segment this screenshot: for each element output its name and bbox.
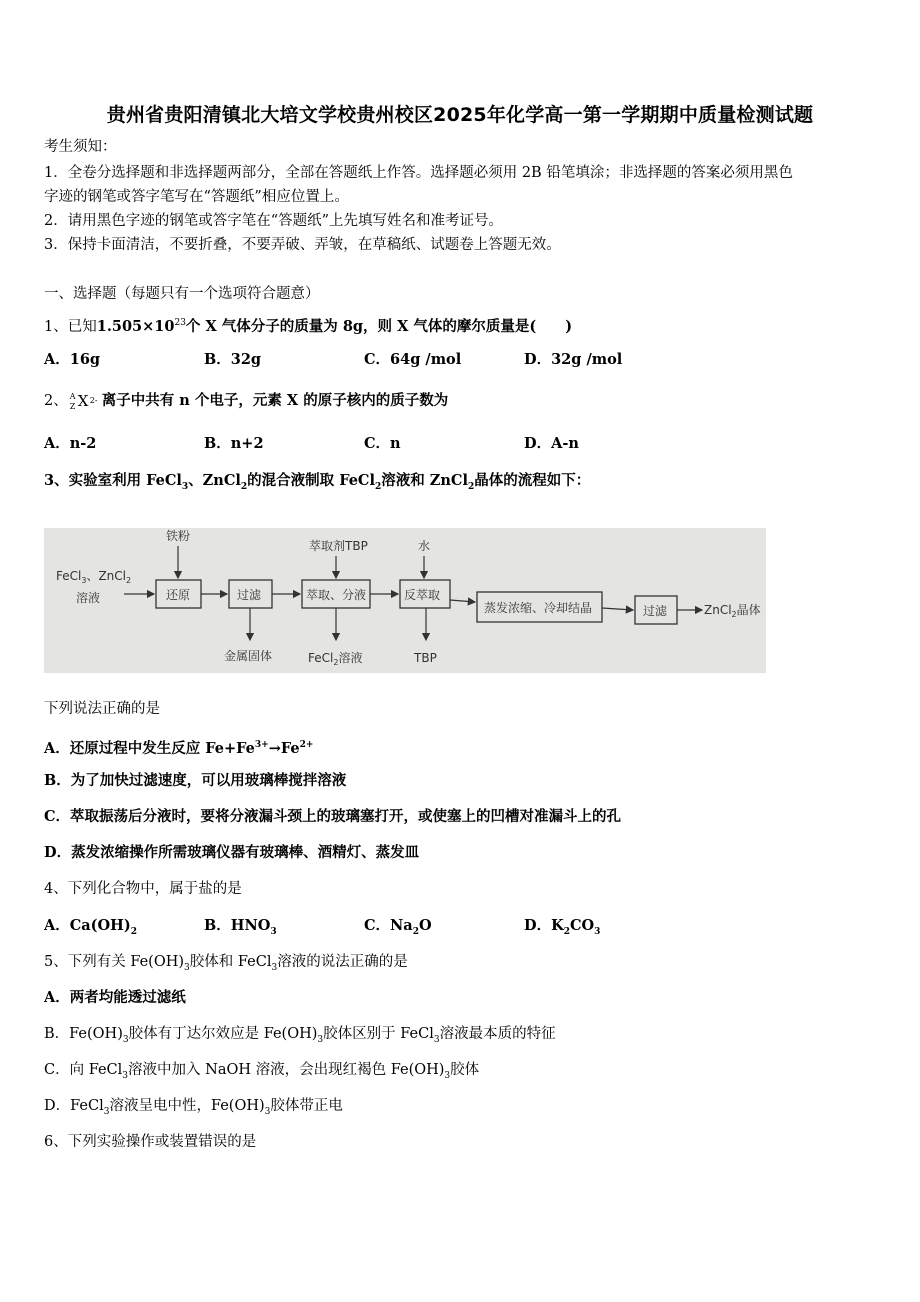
- reagent-water: 水: [418, 539, 431, 553]
- q2-option-a: A．n-2: [44, 435, 97, 452]
- q5-t1: 5、下列有关 Fe(OH): [44, 954, 185, 970]
- q4c-sub: 2: [412, 926, 419, 937]
- q2-option-c: C．n: [364, 435, 401, 452]
- q5b-3: 胶体区别于 FeCl: [323, 1026, 434, 1042]
- nuclide-symbol: [68, 391, 102, 411]
- q5b-1s: 3: [122, 1034, 129, 1045]
- q2-option-b: B．n+2: [204, 435, 264, 452]
- q4c: C．Na: [364, 917, 413, 934]
- question-1: [44, 313, 572, 337]
- reagent-iron-powder: 铁粉: [166, 529, 191, 543]
- notice-item-2: 2．请用黑色字迹的钢笔或答字笔在“答题纸”上先填写姓名和准考证号。: [44, 213, 504, 229]
- q1-prefix: 1、已知: [44, 318, 97, 335]
- q1-text: 个 X 气体分子的质量为 8g，则 X 气体的摩尔质量是( ): [185, 317, 573, 335]
- q3-prompt: 下列说法正确的是: [44, 701, 160, 717]
- final-product: [704, 602, 761, 619]
- q3-sub-2: 2: [240, 481, 248, 492]
- q3-text-e: 晶体的流程如下：: [474, 472, 591, 489]
- q3-option-d: D．蒸发浓缩操作所需玻璃仪器有玻璃棒、酒精灯、蒸发皿: [44, 844, 420, 861]
- q5b-3s: 3: [433, 1034, 440, 1045]
- q3a-sup-2: 2+: [299, 740, 314, 750]
- q3-sub-3: 2: [374, 481, 382, 492]
- q4d-tail: CO: [569, 917, 595, 934]
- step-back-extract: 反萃取: [404, 588, 441, 602]
- step-reduce: 还原: [166, 588, 191, 602]
- section-heading: 一、选择题（每题只有一个选项符合题意）: [44, 286, 320, 302]
- question-3: [44, 471, 590, 497]
- q5c-1s: 3: [122, 1070, 129, 1081]
- ion-charge: 2-: [89, 396, 98, 405]
- q3-text-a: 3、实验室利用 FeCl: [44, 472, 182, 489]
- final-sub: 2: [731, 610, 737, 619]
- q1-exponent: 23: [174, 318, 186, 328]
- final-tail: 晶体: [736, 603, 761, 617]
- q1-option-a: A．16g: [44, 351, 101, 368]
- start-sub-1: 3: [81, 576, 87, 585]
- question-5: [44, 952, 408, 978]
- q4b: B．HNO: [204, 917, 271, 934]
- q4d-sub: 2: [563, 926, 570, 937]
- q3-option-a: [44, 735, 313, 759]
- q5-option-d: [44, 1096, 343, 1122]
- output-metal-solid: 金属固体: [224, 649, 273, 663]
- notice-item-1: 1．全卷分选择题和非选择题两部分，全部在答题纸上作答。选择题必须用 2B 铅笔填涂；非选择题的答案必须用黑色: [44, 165, 793, 181]
- final-formula: ZnCl: [704, 603, 732, 617]
- q5-option-c: [44, 1060, 479, 1086]
- q3-text-b: 、ZnCl: [188, 472, 241, 489]
- output-tbp: TBP: [414, 651, 437, 665]
- q5-t3: 溶液的说法正确的是: [277, 954, 408, 970]
- q5d-1: D．FeCl: [44, 1098, 104, 1114]
- q3a-pre: A．还原过程中发生反应 Fe+Fe: [44, 739, 255, 757]
- q3-text-c: 的混合液制取 FeCl: [247, 472, 375, 489]
- step-extract: 萃取、分液: [306, 588, 367, 602]
- start-sub-2: 2: [125, 576, 132, 585]
- q5-t1s: 3: [184, 962, 190, 973]
- start-solution: [56, 569, 131, 585]
- q4d: D．K: [524, 917, 564, 934]
- q5c-2: 溶液中加入 NaOH 溶液，会出现红褐色 Fe(OH): [128, 1062, 445, 1078]
- q5c-1: C．向 FeCl: [44, 1062, 123, 1078]
- notice-item-1-cont: 字迹的钢笔或答字笔写在“答题纸”相应位置上。: [44, 189, 349, 205]
- process-flow-diagram: [44, 528, 766, 673]
- q5d-2: 溶液呈电中性，Fe(OH): [109, 1098, 265, 1114]
- question-2: [44, 391, 448, 411]
- page-title: 贵州省贵阳清镇北大培文学校贵州校区2025年化学高一第一学期期中质量检测试题: [106, 104, 814, 126]
- start-zncl: 、ZnCl: [86, 569, 126, 583]
- q4a: A．Ca(OH): [44, 917, 131, 934]
- q3-option-c: C．萃取振荡后分液时，要将分液漏斗颈上的玻璃塞打开，或使塞上的凹槽对准漏斗上的孔: [44, 808, 622, 825]
- start-fecl: FeCl: [56, 569, 82, 583]
- q5d-3: 胶体带正电: [270, 1098, 343, 1114]
- out2-tail: 溶液: [338, 651, 363, 665]
- q4c-tail: O: [418, 917, 432, 934]
- q5-t2: 胶体和 FeCl: [189, 954, 272, 970]
- q5-t2s: 3: [271, 962, 278, 973]
- q1-option-c: C．64g /mol: [364, 351, 462, 368]
- q4-option-d: [524, 916, 600, 942]
- notice-item-3: 3．保持卡面清洁，不要折叠，不要弄破、弄皱，在草稿纸、试题卷上答题无效。: [44, 237, 561, 253]
- q5b-2s: 3: [317, 1034, 324, 1045]
- q1-option-b: B．32g: [204, 351, 262, 368]
- q3a-mid: →Fe: [268, 739, 300, 757]
- q4-option-b: [204, 916, 277, 942]
- q3-sub-4: 2: [467, 481, 475, 492]
- q2-number: 2、: [44, 393, 68, 409]
- out2-formula: FeCl: [308, 651, 334, 665]
- q5b-4: 溶液最本质的特征: [439, 1026, 556, 1042]
- q3-option-b: B．为了加快过滤速度，可以用玻璃棒搅拌溶液: [44, 772, 347, 789]
- q1-option-d: D．32g /mol: [524, 351, 623, 368]
- q3-text-d: 溶液和 ZnCl: [381, 472, 468, 489]
- q2-option-d: D．A-n: [524, 435, 579, 452]
- q3a-sup-1: 3+: [254, 740, 269, 750]
- q5b-2: 胶体有丁达尔效应是 Fe(OH): [128, 1026, 318, 1042]
- q4-option-a: [44, 916, 137, 942]
- atomic-number: Z: [69, 402, 76, 411]
- step-evaporate: 蒸发浓缩、冷却结晶: [484, 601, 593, 615]
- q5-option-a: A．两者均能透过滤纸: [44, 989, 186, 1006]
- q4-option-c: [364, 916, 432, 942]
- output-fecl2: [308, 650, 362, 667]
- start-solution-label: 溶液: [76, 591, 101, 605]
- reagent-tbp: 萃取剂TBP: [309, 539, 368, 553]
- q5d-1s: 3: [103, 1106, 110, 1117]
- q5d-2s: 3: [264, 1106, 271, 1117]
- q5-option-b: [44, 1024, 556, 1050]
- q4b-sub: 3: [270, 926, 277, 937]
- step-filter-2: 过滤: [643, 604, 668, 618]
- mass-number: A: [69, 392, 76, 401]
- q1-number: 1.505×10: [96, 317, 175, 335]
- q5b-1: B．Fe(OH): [44, 1026, 123, 1042]
- out2-sub: 2: [333, 658, 339, 667]
- notice-heading: 考生须知：: [44, 139, 117, 155]
- element-symbol: X: [77, 392, 89, 410]
- q5c-3: 胶体: [450, 1062, 480, 1078]
- q4d-sub-2: 3: [594, 926, 601, 937]
- question-6: 6、下列实验操作或装置错误的是: [44, 1134, 257, 1150]
- q4a-sub: 2: [130, 926, 138, 937]
- question-4: 4、下列化合物中，属于盐的是: [44, 881, 242, 897]
- q5c-2s: 3: [444, 1070, 451, 1081]
- step-filter-1: 过滤: [237, 588, 262, 602]
- q2-text: 离子中共有 n 个电子，元素 X 的原子核内的质子数为: [101, 392, 449, 409]
- q3-sub-1: 3: [181, 481, 189, 492]
